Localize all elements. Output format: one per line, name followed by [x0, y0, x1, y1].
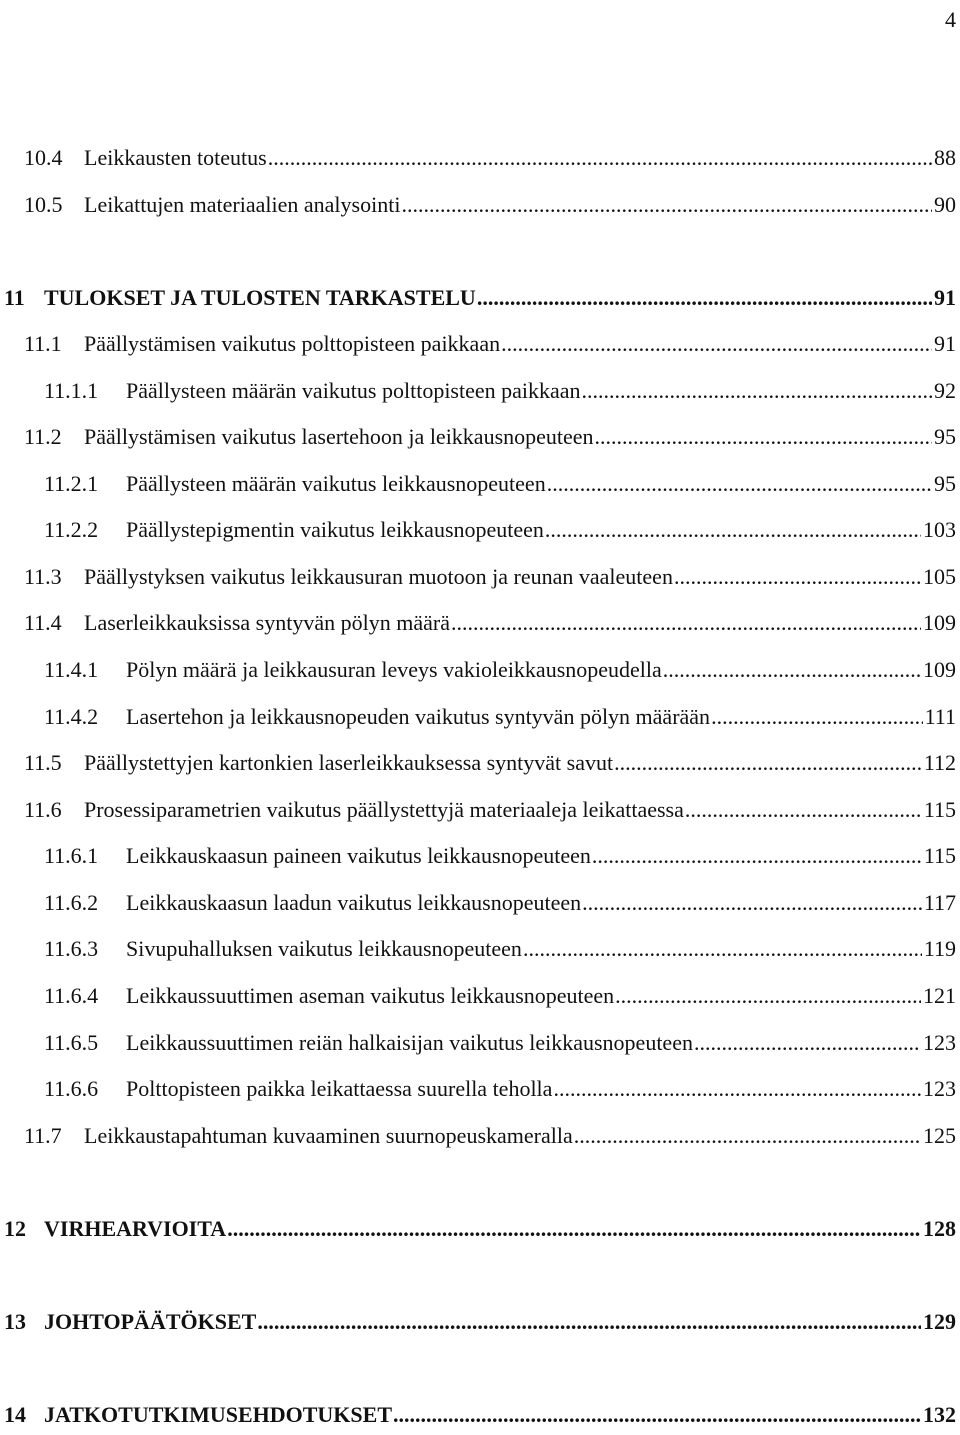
dot-leader [553, 1073, 921, 1105]
toc-entry-page: 91 [934, 331, 956, 356]
toc-entry-title: Polttopisteen paikka leikattaessa suurella teholla [126, 1076, 553, 1101]
toc-entry-page: 115 [923, 843, 956, 868]
toc-entry-number: 11.3 [24, 564, 62, 589]
toc-entry-title: Leikkausten toteutus [84, 145, 267, 170]
toc-entry-number: 11.6.6 [44, 1076, 99, 1101]
toc-entry-title: Lasertehon ja leikkausnopeuden vaikutus syntyvän pölyn määrään [126, 704, 711, 729]
toc-entry-page: 109 [923, 610, 956, 635]
toc-entry-page: 111 [924, 704, 956, 729]
toc-entry-11-6-4[interactable] [44, 980, 956, 1012]
toc-entry-title: Päällysteen määrän vaikutus leikkausnopeuteen [126, 471, 546, 496]
toc-entry-title: Päällystyksen vaikutus leikkausuran muotoon ja reunan vaaleuteen [84, 564, 673, 589]
dot-leader [501, 328, 932, 360]
toc-entry-11-4-1[interactable] [44, 654, 956, 686]
toc-entry-number: 11.5 [24, 750, 62, 775]
toc-entry-page: 129 [923, 1309, 956, 1334]
toc-entry-title: Leikkauskaasun laadun vaikutus leikkausnopeuteen [126, 890, 582, 915]
toc-entry-11-7[interactable] [24, 1120, 956, 1152]
dot-leader [268, 142, 932, 174]
toc-entry-11-4-2[interactable] [44, 701, 956, 733]
dot-leader [451, 607, 921, 639]
toc-entry-title: Päällystepigmentin vaikutus leikkausnopeuteen [126, 517, 544, 542]
toc-entry-number: 11.6.3 [44, 936, 99, 961]
toc-entry-11-6-2[interactable] [44, 887, 956, 919]
dot-leader [711, 701, 923, 733]
toc-entry-number: 11.4.2 [44, 704, 99, 729]
toc-entry-page: 123 [923, 1076, 956, 1101]
dot-leader [582, 375, 932, 407]
dot-leader [257, 1306, 921, 1338]
toc-entry-number: 11.2.2 [44, 517, 99, 542]
toc-entry-title: Leikattujen materiaalien analysointi [84, 192, 401, 217]
dot-leader [547, 468, 932, 500]
page-number: 4 [945, 7, 956, 32]
toc-entry-number: 11.6.4 [44, 983, 99, 1008]
dot-leader [614, 747, 922, 779]
toc-entry-number: 14 [4, 1402, 26, 1427]
toc-entry-title: Päällysteen määrän vaikutus polttopisteen paikkaan [126, 378, 581, 403]
toc-entry-page: 92 [934, 378, 956, 403]
toc-entry-title: Laserleikkauksissa syntyvän pölyn määrä [84, 610, 450, 635]
toc-entry-title: Päällystämisen vaikutus lasertehoon ja leikkausnopeuteen [84, 424, 594, 449]
toc-entry-page: 121 [923, 983, 956, 1008]
toc-entry-title: Sivupuhalluksen vaikutus leikkausnopeuteen [126, 936, 522, 961]
dot-leader [477, 282, 932, 314]
toc-entry-number: 10.5 [24, 192, 63, 217]
toc-entry-11-1-1[interactable] [44, 375, 956, 407]
toc-entry-page: 90 [934, 192, 956, 217]
dot-leader [227, 1213, 921, 1245]
toc-entry-page: 132 [923, 1402, 956, 1427]
toc-entry-page: 115 [923, 797, 956, 822]
toc-entry-number: 11.2.1 [44, 471, 99, 496]
dot-leader [545, 514, 921, 546]
toc-entry-number: 11.1.1 [44, 378, 99, 403]
toc-chapter-12[interactable] [4, 1213, 956, 1245]
toc-entry-number: 11.1 [24, 331, 62, 356]
toc-entry-11-6-5[interactable] [44, 1027, 956, 1059]
toc-entry-page: 91 [934, 285, 956, 310]
toc-entry-page: 128 [923, 1216, 956, 1241]
dot-leader [663, 654, 921, 686]
toc-entry-number: 13 [4, 1309, 26, 1334]
toc-chapter-11[interactable] [4, 282, 956, 314]
toc-entry-page: 117 [923, 890, 956, 915]
dot-leader [582, 887, 922, 919]
toc-entry-page: 88 [934, 145, 956, 170]
dot-leader [393, 1399, 921, 1431]
toc-entry-10-4[interactable] [24, 142, 956, 174]
toc-entry-title: Leikkaustapahtuman kuvaaminen suurnopeuskameralla [84, 1123, 573, 1148]
toc-entry-title: VIRHEARVIOITA [44, 1216, 227, 1241]
toc-entry-number: 11.6.2 [44, 890, 99, 915]
toc-entry-11-2-1[interactable] [44, 468, 956, 500]
toc-entry-title: Leikkaussuuttimen aseman vaikutus leikkausnopeuteen [126, 983, 615, 1008]
toc-entry-page: 119 [923, 936, 956, 961]
toc-entry-11-4[interactable] [24, 607, 956, 639]
toc-entry-title: Pölyn määrä ja leikkausuran leveys vakioleikkausnopeudella [126, 657, 662, 682]
toc-entry-11-1[interactable] [24, 328, 956, 360]
toc-entry-number: 11.7 [24, 1123, 62, 1148]
toc-entry-title: Prosessiparametrien vaikutus päällystettyjä materiaaleja leikattaessa [84, 797, 684, 822]
toc-entry-number: 12 [4, 1216, 26, 1241]
toc-entry-number: 11.2 [24, 424, 62, 449]
toc-entry-title: JATKOTUTKIMUSEHDOTUKSET [44, 1402, 392, 1427]
dot-leader [685, 794, 922, 826]
toc-chapter-14[interactable] [4, 1399, 956, 1431]
toc-entry-page: 125 [923, 1123, 956, 1148]
toc-entry-title: JOHTOPÄÄTÖKSET [44, 1309, 257, 1334]
toc-entry-number: 11.6.1 [44, 843, 99, 868]
dot-leader [674, 561, 921, 593]
toc-entry-page: 112 [923, 750, 956, 775]
toc-entry-number: 11.6 [24, 797, 62, 822]
toc-entry-number: 11.6.5 [44, 1030, 99, 1055]
toc-entry-page: 95 [934, 424, 956, 449]
toc-entry-number: 11.4.1 [44, 657, 99, 682]
toc-entry-title: Leikkauskaasun paineen vaikutus leikkausnopeuteen [126, 843, 591, 868]
toc-entry-number: 11.4 [24, 610, 62, 635]
toc-entry-11-6-6[interactable] [44, 1073, 956, 1105]
toc-entry-11-6-1[interactable] [44, 840, 956, 872]
toc-entry-page: 95 [934, 471, 956, 496]
toc-entry-11-2[interactable] [24, 421, 956, 453]
toc-entry-page: 103 [923, 517, 956, 542]
toc-entry-11-6-3[interactable] [44, 933, 956, 965]
dot-leader [615, 980, 921, 1012]
toc-entry-title: TULOKSET JA TULOSTEN TARKASTELU [44, 285, 476, 310]
dot-leader [592, 840, 922, 872]
toc-entry-11-3[interactable] [24, 561, 956, 593]
toc-entry-11-2-2[interactable] [44, 514, 956, 546]
toc-chapter-13[interactable] [4, 1306, 956, 1338]
toc-entry-title: Leikkaussuuttimen reiän halkaisijan vaikutus leikkausnopeuteen [126, 1030, 693, 1055]
dot-leader [595, 421, 932, 453]
toc-entry-title: Päällystämisen vaikutus polttopisteen paikkaan [84, 331, 501, 356]
toc-entry-11-6[interactable] [24, 794, 956, 826]
toc-entry-title: Päällystettyjen kartonkien laserleikkauksessa syntyvät savut [84, 750, 614, 775]
toc-entry-page: 105 [923, 564, 956, 589]
dot-leader [574, 1120, 921, 1152]
toc-entry-10-5[interactable] [24, 189, 956, 221]
toc-entry-page: 109 [923, 657, 956, 682]
dot-leader [401, 189, 932, 221]
toc-entry-11-5[interactable] [24, 747, 956, 779]
toc-entry-page: 123 [923, 1030, 956, 1055]
dot-leader [694, 1027, 921, 1059]
toc-entry-number: 10.4 [24, 145, 63, 170]
dot-leader [523, 933, 922, 965]
toc-entry-number: 11 [4, 285, 25, 310]
